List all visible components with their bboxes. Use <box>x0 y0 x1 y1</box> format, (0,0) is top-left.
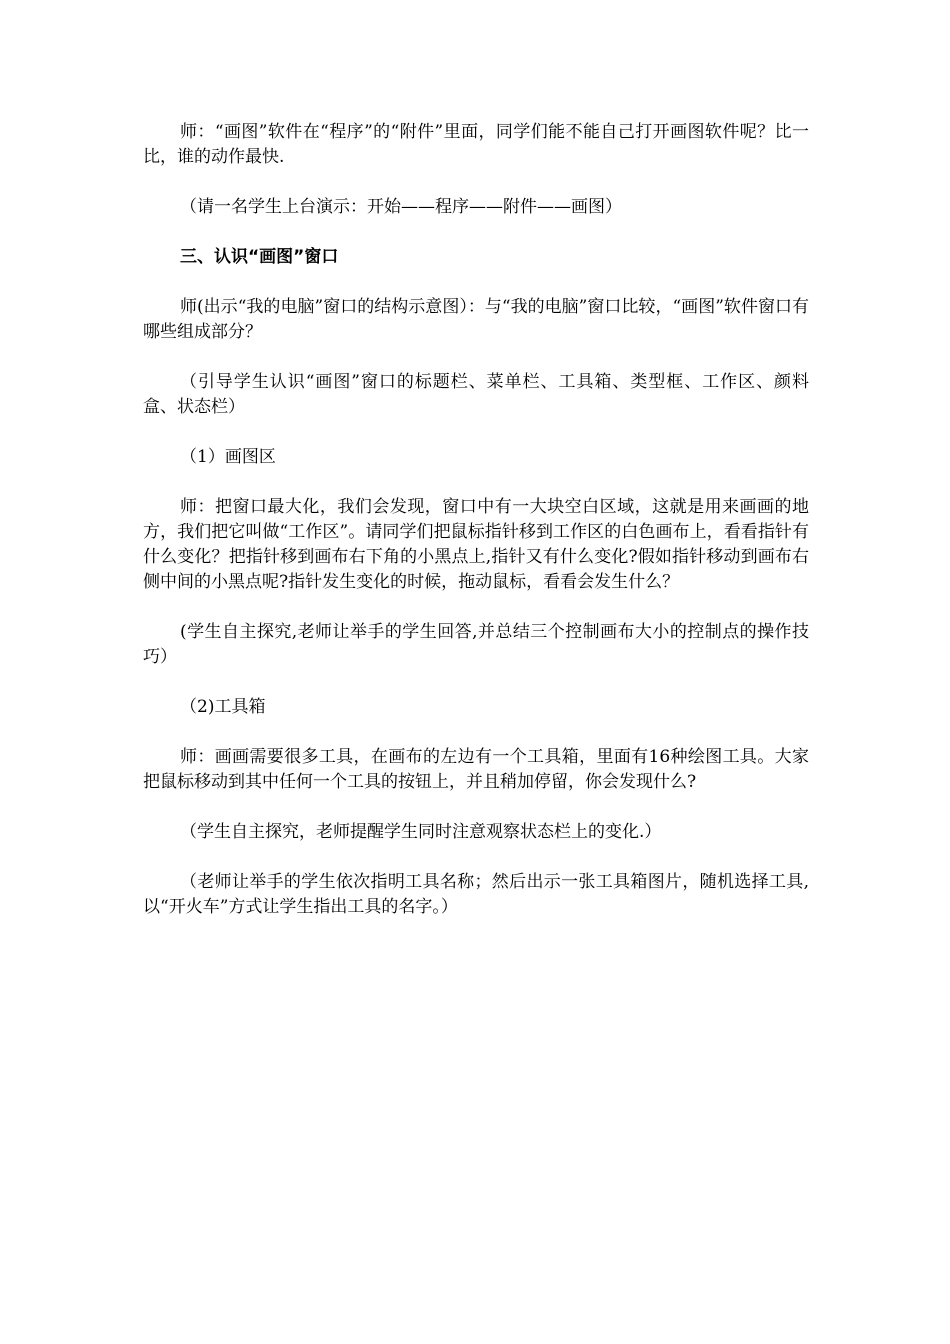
paragraph-window-parts: （引导学生认识“画图”窗口的标题栏、菜单栏、工具箱、类型框、工作区、颜料盒、状态栏） <box>143 372 809 417</box>
paragraph-canvas-handles: (学生自主探究,老师让举手的学生回答,并总结三个控制画布大小的控制点的操作技巧） <box>143 622 809 667</box>
paragraph-work-area: 师：把窗口最大化，我们会发现，窗口中有一大块空白区域，这就是用来画画的地方，我们把它叫做“工作区”。请同学们把鼠标指针移到工作区的白色画布上，看看指针有什么变化？把指针移到画布右下角的小黑点上,指针又有什么变化?假如指针移动到画布右侧中间的小黑点呢?指针发生变化的时候，拖动鼠标，看看会发生什么？ <box>143 497 809 592</box>
section-heading-paint-window: 三、认识“画图”窗口 <box>180 247 339 267</box>
paragraph-toolbox-tools: 师：画画需要很多工具，在画布的左边有一个工具箱，里面有16种绘图工具。大家把鼠标移动到其中任何一个工具的按钮上，并且稍加停留，你会发现什么? <box>143 747 809 792</box>
paragraph-status-bar: （学生自主探究，老师提醒学生同时注意观察状态栏上的变化.） <box>180 822 662 842</box>
paragraph-tool-names: （老师让举手的学生依次指明工具名称；然后出示一张工具箱图片，随机选择工具,以“开火车”方式让学生指出工具的名字。） <box>143 872 809 917</box>
paragraph-window-structure: 师(出示“我的电脑”窗口的结构示意图）：与“我的电脑”窗口比较，“画图”软件窗口有哪些组成部分？ <box>143 297 809 342</box>
paragraph-student-demo: （请一名学生上台演示：开始——程序——附件——画图） <box>180 197 622 217</box>
paragraph-teacher-open-paint: 师：“画图”软件在“程序”的“附件”里面，同学们能不能自己打开画图软件呢？比一比，谁的动作最快. <box>143 122 809 167</box>
document-body <box>143 120 809 945</box>
subheading-drawing-area: （1）画图区 <box>180 447 276 467</box>
subheading-toolbox: （2)工具箱 <box>180 697 266 717</box>
